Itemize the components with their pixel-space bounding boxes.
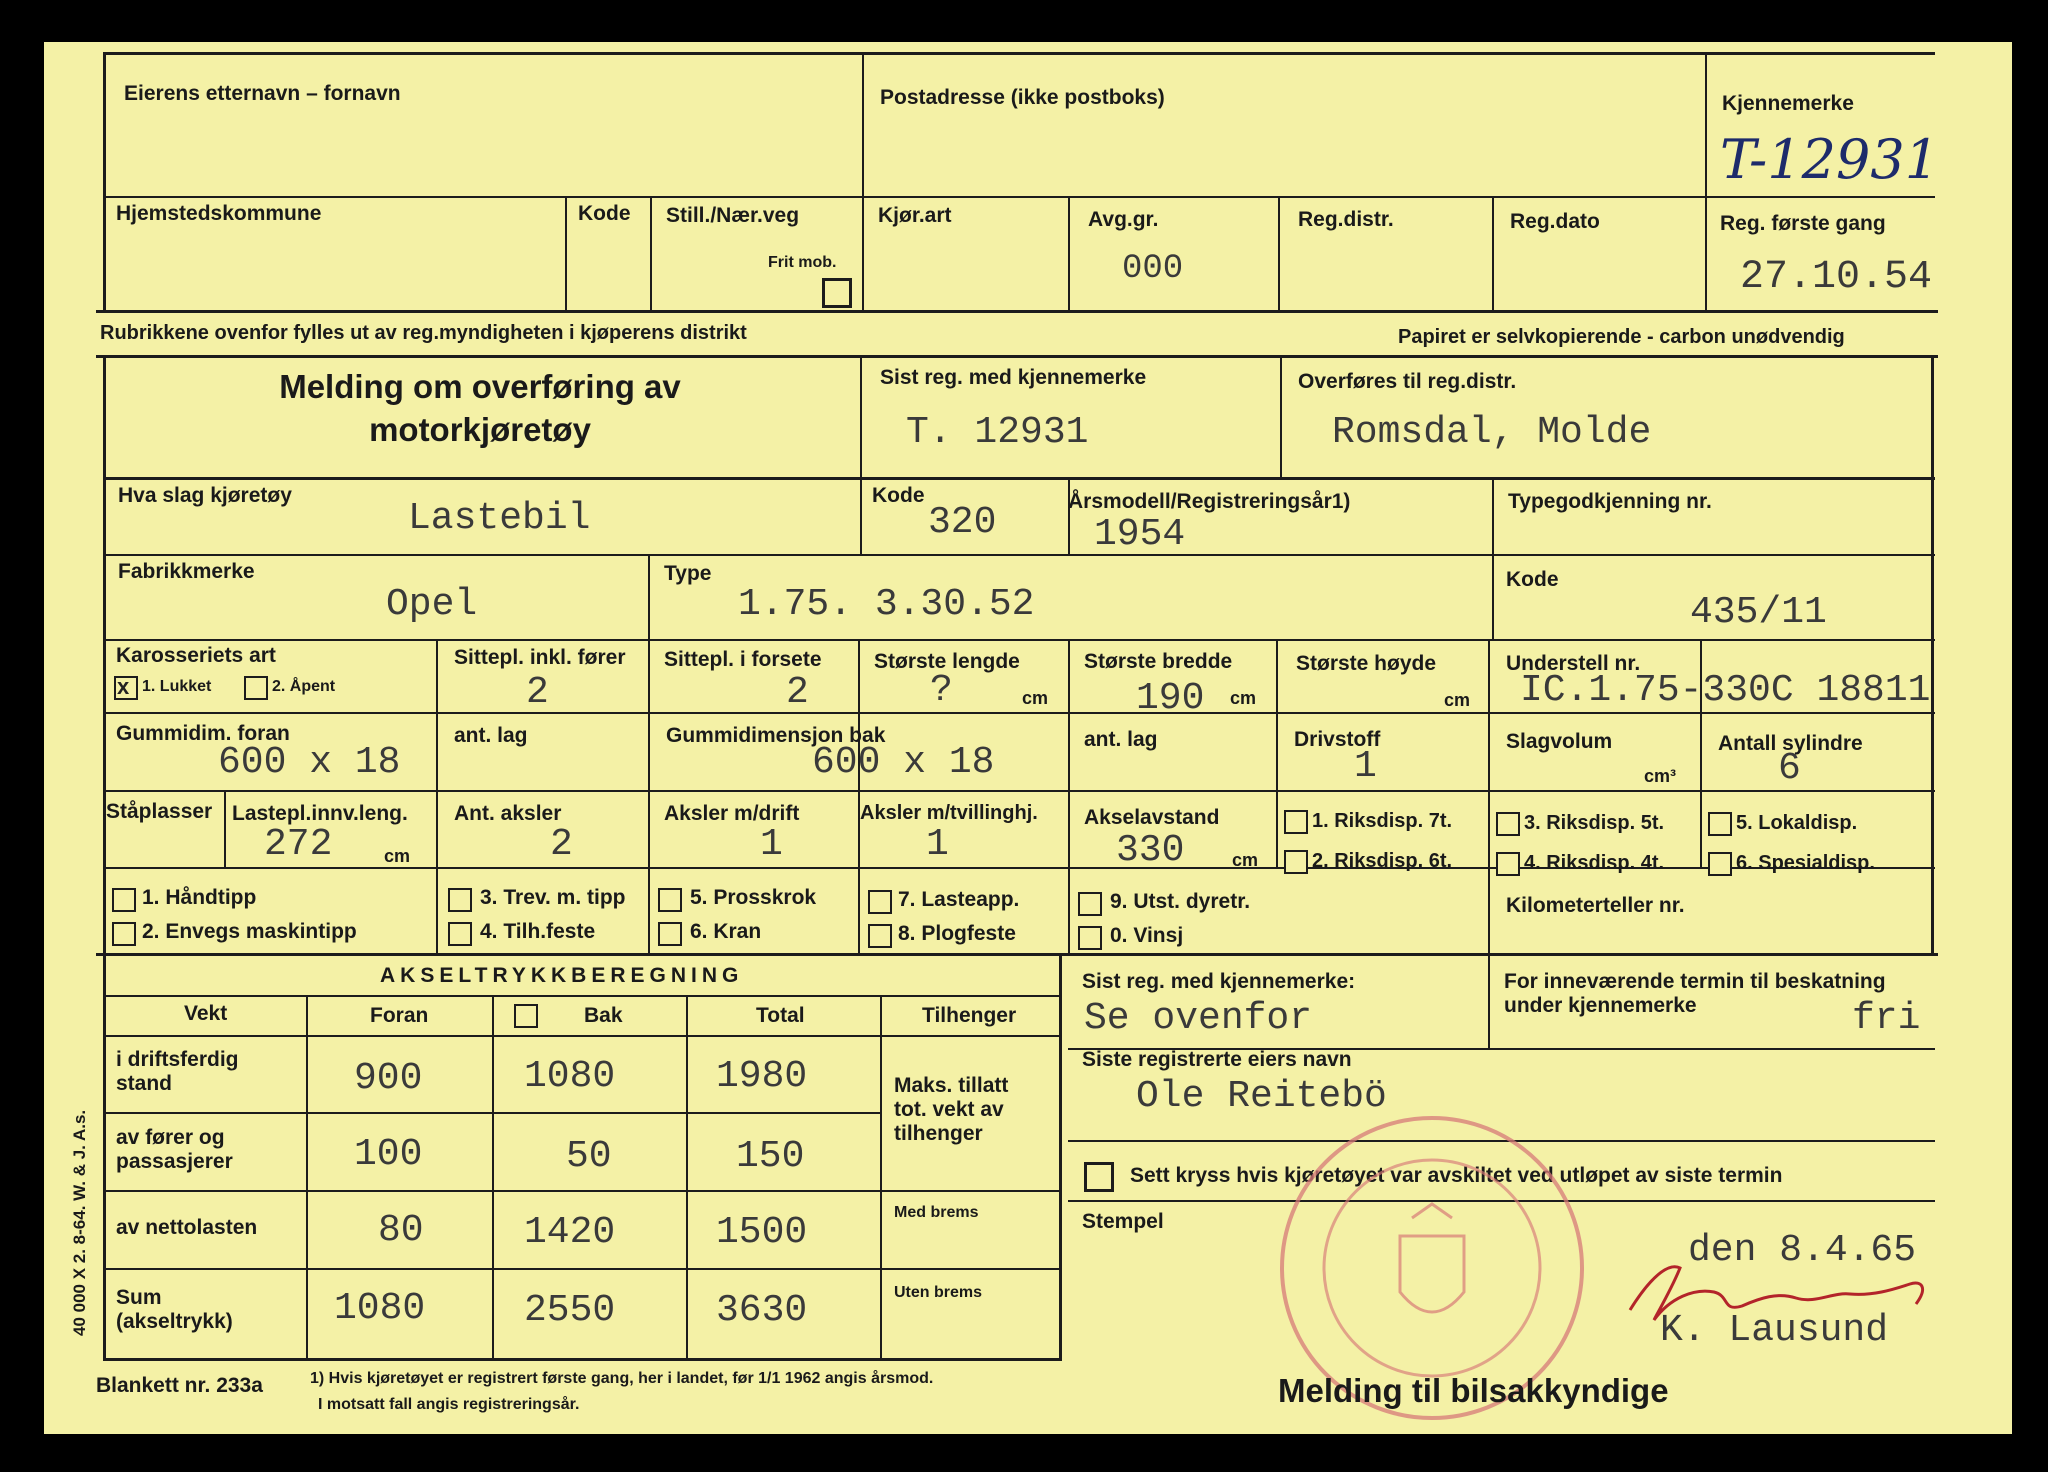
equipment-label-2: 2. Envegs maskintipp <box>142 920 357 943</box>
equipment-label-7: 7. Lasteapp. <box>898 888 1020 911</box>
riks-5t-label: 3. Riksdisp. 5t. <box>1524 812 1665 834</box>
equipment-checkbox-5[interactable] <box>658 888 682 912</box>
axle-header-front: Foran <box>370 1004 429 1027</box>
rule <box>565 196 567 310</box>
equipment-checkbox-8[interactable] <box>868 924 892 948</box>
type-label: Type <box>664 562 712 585</box>
tax-group-value: 000 <box>1122 250 1184 288</box>
rule <box>103 953 106 1358</box>
form-title <box>200 366 760 452</box>
twin-axles-value: 1 <box>926 823 949 866</box>
last-reg-value: T. 12931 <box>906 411 1089 454</box>
wheelbase-unit: cm <box>1232 850 1259 870</box>
make-value: Opel <box>386 583 478 626</box>
axle-header-weight: Vekt <box>184 1002 228 1025</box>
wheelbase-value: 330 <box>1116 829 1185 872</box>
rule <box>103 995 1059 997</box>
rule <box>103 1035 1059 1037</box>
kode2-label: Kode <box>1506 568 1559 591</box>
first-reg-value: 27.10.54 <box>1740 255 1933 300</box>
local-disp-label: 5. Lokaldisp. <box>1736 812 1858 834</box>
deregistered-label: Sett kryss hvis kjøretøyet var avskiltet ved utløpet av siste termin <box>1130 1164 1783 1187</box>
checkbox-x-mark: x <box>117 674 130 699</box>
rule <box>103 790 1935 792</box>
cargo-length-unit: cm <box>384 846 411 866</box>
riks-6t-label: 2. Riksdisp. 6t. <box>1312 850 1453 872</box>
rule <box>1705 52 1707 310</box>
equipment-label-3: 3. Trev. m. tipp <box>480 886 626 909</box>
rule <box>224 790 226 867</box>
axle-row-total-2: 150 <box>736 1135 805 1178</box>
rule <box>96 310 1938 313</box>
last-reg-label: Sist reg. med kjennemerke <box>880 366 1147 389</box>
vehicle-kind-label: Hva slag kjøretøy <box>118 484 292 507</box>
riks-6t-checkbox[interactable] <box>1284 850 1308 874</box>
without-brakes-label: Uten brems <box>894 1284 983 1301</box>
length-label: Største lengde <box>874 650 1020 673</box>
front-seats-value: 2 <box>786 671 809 714</box>
rule <box>686 995 688 1358</box>
seats-value: 2 <box>526 671 549 714</box>
cargo-length-label: Lastepl.innv.leng. <box>232 802 408 825</box>
frit-mob-checkbox[interactable] <box>822 278 852 308</box>
kode2-value: 435/11 <box>1690 591 1827 634</box>
axle-row-rear-4: 2550 <box>524 1289 616 1332</box>
rule <box>96 355 1938 358</box>
cylinders-value: 6 <box>1778 747 1801 790</box>
reg-mark-handwritten: T-12931 <box>1720 128 1940 191</box>
chassis-label: Understell nr. <box>1506 652 1641 675</box>
ply2-label: ant. lag <box>1084 728 1158 751</box>
fuel-value: 1 <box>1354 745 1377 788</box>
equipment-label-4: 4. Tilh.feste <box>480 920 596 943</box>
rule <box>1059 953 1062 1358</box>
front-seats-label: Sittepl. i forsete <box>664 648 822 671</box>
axle-row-front-4: 1080 <box>334 1287 426 1330</box>
axle-row-label-4: Sum (akseltrykk) <box>116 1286 233 1334</box>
local-disp-checkbox[interactable] <box>1708 812 1732 836</box>
reg-mark-label: Kjennemerke <box>1722 92 1854 115</box>
kode-value: 320 <box>928 501 997 544</box>
drive-type-label: Kjør.art <box>878 204 952 227</box>
body-closed-label: 1. Lukket <box>142 678 212 695</box>
code-label: Kode <box>578 202 631 225</box>
equipment-checkbox-1[interactable] <box>112 888 136 912</box>
rule <box>858 639 860 953</box>
rule <box>1492 477 1494 554</box>
equipment-label-8: 8. Plogfeste <box>898 922 1016 945</box>
rule <box>436 639 438 953</box>
trailer-max-label: Maks. tillatt tot. vekt av tilhenger <box>894 1074 1009 1146</box>
rule <box>862 52 864 310</box>
rule <box>860 355 862 477</box>
rule <box>1492 554 1494 639</box>
cylinders-label: Antall sylindre <box>1718 732 1863 755</box>
municipality-label: Hjemstedskommune <box>116 202 322 225</box>
signer-name: K. Lausund <box>1660 1309 1889 1352</box>
axle-row-total-3: 1500 <box>716 1211 808 1254</box>
owner-name-label: Eierens etternavn – fornavn <box>124 82 401 105</box>
instruction-right: Papiret er selvkopierende - carbon unødvendig <box>1398 326 1845 348</box>
rule <box>1280 355 1282 477</box>
rule <box>648 639 650 953</box>
rule <box>103 1358 1062 1361</box>
axle-row-total-1: 1980 <box>716 1055 808 1098</box>
rule <box>103 52 1935 55</box>
axle-row-label-2: av fører og passasjerer <box>116 1126 233 1174</box>
equipment-label-5: 5. Prosskrok <box>690 886 817 909</box>
kode-label: Kode <box>872 484 925 507</box>
displacement-unit: cm³ <box>1644 766 1677 786</box>
axle-row-rear-1: 1080 <box>524 1055 616 1098</box>
printer-side-note: 40 000 X 2. 8-64. W. & J. A.s. <box>70 1109 89 1336</box>
odometer-label: Kilometerteller nr. <box>1506 894 1685 917</box>
form-title-line2: motorkjøretøy <box>369 410 591 448</box>
riks-5t-checkbox[interactable] <box>1496 812 1520 836</box>
axle-row-total-4: 3630 <box>716 1289 808 1332</box>
axle-header-total: Total <box>756 1004 805 1027</box>
ply-label: ant. lag <box>454 724 528 747</box>
footnote-line1: 1) Hvis kjøretøyet er registrert første gang, her i landet, før 1/1 1962 angis årsmod. <box>310 1370 934 1387</box>
first-reg-label: Reg. første gang <box>1720 212 1886 235</box>
rule <box>1488 953 1490 1048</box>
axles-value: 2 <box>550 823 573 866</box>
position-label: Still./Nær.veg <box>666 204 800 227</box>
transfer-label: Overføres til reg.distr. <box>1298 370 1517 393</box>
stamp-label: Stempel <box>1082 1210 1164 1233</box>
rule <box>103 196 1935 198</box>
frit-mob-label: Frit mob. <box>768 254 837 271</box>
rule <box>103 1112 880 1114</box>
rule <box>96 953 1938 956</box>
rule <box>880 995 882 1358</box>
axle-table-title: AKSELTRYKKBEREGNING <box>380 964 744 987</box>
tyre-front-label: Gummidim. foran <box>116 722 290 745</box>
type-approval-label: Typegodkjenning nr. <box>1508 490 1712 513</box>
rule <box>103 554 1935 556</box>
footnote-line2: I motsatt fall angis registreringsår. <box>318 1396 580 1413</box>
axles-label: Ant. aksler <box>454 802 562 825</box>
tyre-rear-label: Gummidimensjon bak <box>666 724 886 747</box>
axle-row-front-1: 900 <box>354 1057 423 1100</box>
cargo-length-value: 272 <box>264 823 333 866</box>
equipment-label-0: 0. Vinsj <box>1110 924 1184 947</box>
length-value: ? <box>930 669 953 712</box>
equipment-checkbox-7[interactable] <box>868 890 892 914</box>
width-unit: cm <box>1230 688 1257 708</box>
body-open-label: 2. Åpent <box>272 678 336 695</box>
rule <box>306 995 308 1358</box>
standing-label: Ståplasser <box>106 800 213 823</box>
rule <box>1492 196 1494 310</box>
instruction-left: Rubrikkene ovenfor fylles ut av reg.myndigheten i kjøperens distrikt <box>100 322 747 344</box>
height-unit: cm <box>1444 690 1471 710</box>
destination-title: Melding til bilsakkyndige <box>1278 1372 1669 1409</box>
twin-axles-label: Aksler m/tvillinghj. <box>860 802 1038 824</box>
body-type-label: Karosseriets art <box>116 644 276 667</box>
postal-address-label: Postadresse (ikke postboks) <box>880 86 1165 109</box>
fuel-label: Drivstoff <box>1294 728 1381 751</box>
rule <box>103 477 1935 480</box>
rule <box>860 477 862 554</box>
equipment-label-6: 6. Kran <box>690 920 762 943</box>
width-label: Største bredde <box>1084 650 1233 673</box>
tyre-front-value: 600 x 18 <box>218 741 401 784</box>
equipment-checkbox-2[interactable] <box>112 922 136 946</box>
axle-row-label-1: i driftsferdig stand <box>116 1048 239 1096</box>
model-year-value: 1954 <box>1094 513 1186 556</box>
equipment-checkbox-9[interactable] <box>1078 892 1102 916</box>
driven-axles-value: 1 <box>760 823 783 866</box>
rule <box>1068 477 1070 554</box>
form-number: Blankett nr. 233a <box>96 1374 263 1397</box>
rule <box>103 639 1935 641</box>
equipment-label-9: 9. Utst. dyretr. <box>1110 890 1251 913</box>
model-year-label: Årsmodell/Registreringsår1) <box>1068 490 1351 513</box>
chassis-value: IC.1.75-330C 18811 <box>1520 669 1931 712</box>
driven-axles-label: Aksler m/drift <box>664 802 800 825</box>
signature-date: den 8.4.65 <box>1688 1229 1917 1272</box>
rule <box>103 1268 1059 1270</box>
width-value: 190 <box>1136 677 1205 720</box>
rule <box>103 52 106 310</box>
rule <box>650 196 652 310</box>
riks-4t-label: 4. Riksdisp. 4t. <box>1524 852 1665 874</box>
vehicle-kind-value: Lastebil <box>408 497 591 540</box>
form-title-line1: Melding om overføring av <box>279 368 681 405</box>
axle-rear-checkbox[interactable] <box>514 1004 538 1028</box>
last-reg-mark-label: Sist reg. med kjennemerke: <box>1082 970 1356 993</box>
wheelbase-label: Akselavstand <box>1084 806 1220 829</box>
reg-district-label: Reg.distr. <box>1298 208 1394 231</box>
axle-row-label-3: av nettolasten <box>116 1216 258 1239</box>
special-disp-label: 6. Spesialdisp. <box>1736 852 1875 874</box>
tax-term-value: fri <box>1852 997 1921 1040</box>
transfer-value: Romsdal, Molde <box>1332 411 1652 454</box>
rule <box>1068 196 1070 310</box>
rule <box>648 554 650 639</box>
axle-row-front-3: 80 <box>378 1209 424 1252</box>
riks-4t-checkbox[interactable] <box>1496 852 1520 876</box>
rule <box>1276 639 1278 867</box>
seats-label: Sittepl. inkl. fører <box>454 646 626 669</box>
equipment-checkbox-6[interactable] <box>658 922 682 946</box>
last-owner-label: Siste registrerte eiers navn <box>1082 1048 1352 1071</box>
height-label: Største høyde <box>1296 652 1437 675</box>
axle-row-rear-2: 50 <box>566 1135 612 1178</box>
axle-row-rear-3: 1420 <box>524 1211 616 1254</box>
tyre-rear-value: 600 x 18 <box>812 741 995 784</box>
tax-term-label: For inneværende termin til beskatning under kjennemerke <box>1504 970 1886 1018</box>
rule <box>103 355 106 953</box>
rule <box>103 712 1935 714</box>
rule <box>492 995 494 1358</box>
axle-header-trailer: Tilhenger <box>922 1004 1017 1027</box>
equipment-checkbox-4[interactable] <box>448 922 472 946</box>
riks-7t-checkbox[interactable] <box>1284 810 1308 834</box>
axle-row-front-2: 100 <box>354 1133 423 1176</box>
rule <box>1278 196 1280 310</box>
rule <box>1931 355 1934 953</box>
deregistered-checkbox[interactable] <box>1084 1162 1114 1192</box>
form-paper <box>44 42 2012 1434</box>
last-reg-mark-value: Se ovenfor <box>1084 997 1313 1040</box>
axle-header-rear: Bak <box>584 1004 623 1027</box>
equipment-checkbox-0[interactable] <box>1078 926 1102 950</box>
type-value: 1.75. 3.30.52 <box>738 583 1035 626</box>
with-brakes-label: Med brems <box>894 1204 979 1221</box>
rule <box>103 1190 1059 1192</box>
riks-7t-label: 1. Riksdisp. 7t. <box>1312 810 1453 832</box>
special-disp-checkbox[interactable] <box>1708 852 1732 876</box>
rule <box>1068 639 1070 953</box>
displacement-label: Slagvolum <box>1506 730 1613 753</box>
length-unit: cm <box>1022 688 1049 708</box>
tax-group-label: Avg.gr. <box>1088 208 1159 231</box>
equipment-label-1: 1. Håndtipp <box>142 886 257 909</box>
rule <box>1488 639 1490 953</box>
body-open-checkbox[interactable] <box>244 676 268 700</box>
last-owner-value: Ole Reitebö <box>1136 1075 1387 1118</box>
make-label: Fabrikkmerke <box>118 560 255 583</box>
reg-date-label: Reg.dato <box>1510 210 1600 233</box>
equipment-checkbox-3[interactable] <box>448 888 472 912</box>
